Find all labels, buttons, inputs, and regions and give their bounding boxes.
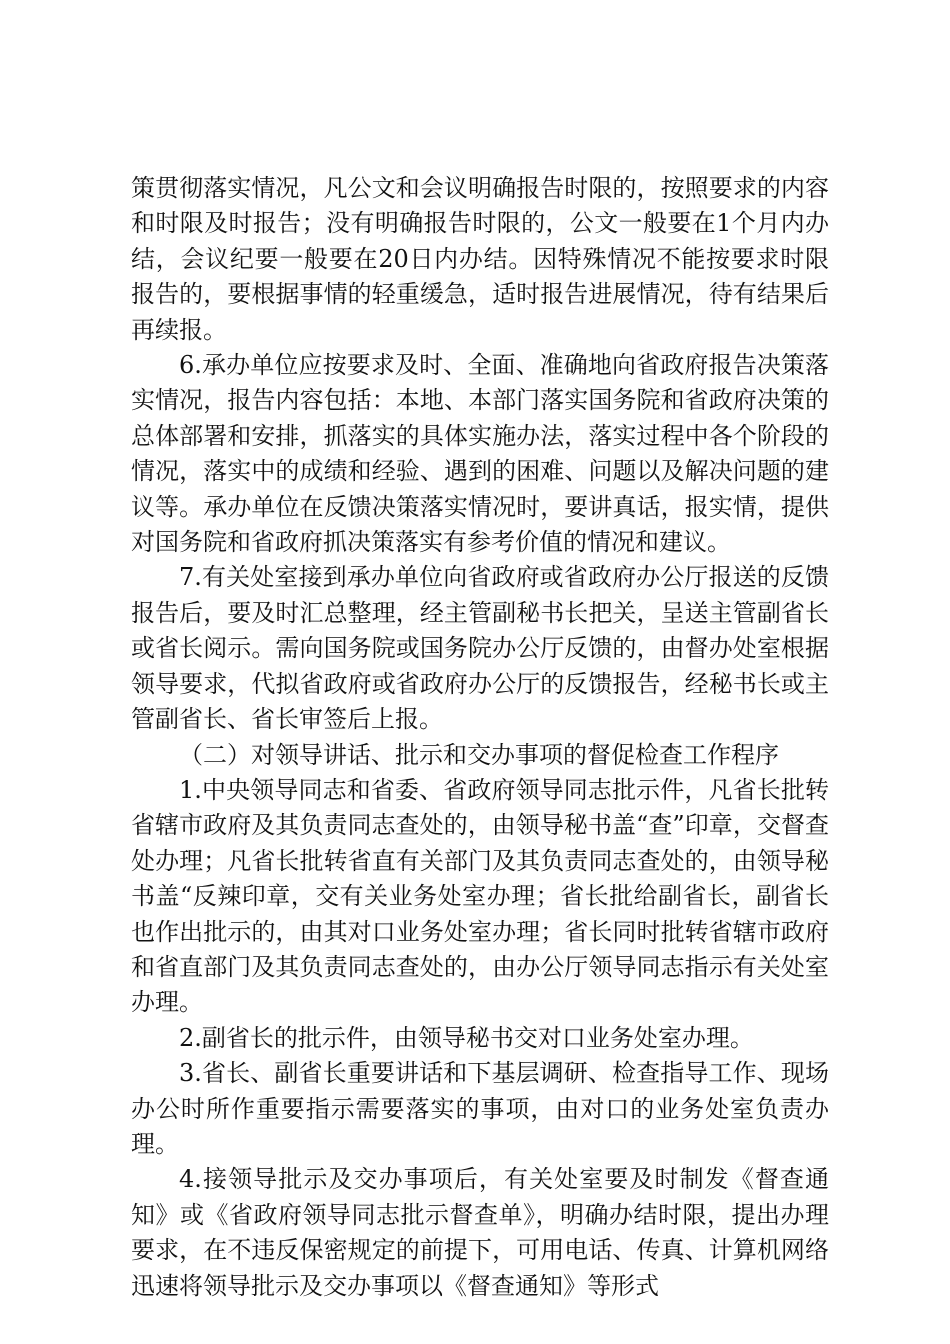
- paragraph-item-3: 3.省长、副省长重要讲话和下基层调研、检查指导工作、现场办公时所作重要指示需要落实的事项，由对口的业务处室负责办理。: [131, 1059, 829, 1158]
- paragraph-item-1: 1.中央领导同志和省委、省政府领导同志批示件，凡省长批转省辖市政府及其负责同志查处的，由领导秘书盖“查”印章，交督查处办理；凡省长批转省直有关部门及其负责同志查处的，由领导秘书盖“反辣印章，交有关业务处室办理；省长批给副省长，副省长也作出批示的，由其对口业务处室办理；省长同时批转省辖市政府和省直部门及其负责同志查处的，由办公厅领导同志指示有关处室办理。: [131, 775, 829, 1017]
- paragraph-item-6: 6.承办单位应按要求及时、全面、准确地向省政府报告决策落实情况，报告内容包括：本地、本部门落实国务院和省政府决策的总体部署和安排，抓落实的具体实施办法，落实过程中各个阶段的情况，落实中的成绩和经验、遇到的困难、问题以及解决问题的建议等。承办单位在反馈决策落实情况时，要讲真话，报实情，提供对国务院和省政府抓决策落实有参考价值的情况和建议。: [131, 351, 829, 557]
- paragraph-item-4: 4.接领导批示及交办事项后，有关处室要及时制发《督查通知》或《省政府领导同志批示督查单》，明确办结时限，提出办理要求，在不违反保密规定的前提下，可用电话、传真、计算机网络迅速将领导批示及交办事项以《督查通知》等形式: [131, 1165, 829, 1300]
- document-body: [131, 171, 829, 1304]
- paragraph-item-7: 7.有关处室接到承办单位向省政府或省政府办公厅报送的反馈报告后，要及时汇总整理，经主管副秘书长把关，呈送主管副省长或省长阅示。需向国务院或国务院办公厅反馈的，由督办处室根据领导要求，代拟省政府或省政府办公厅的反馈报告，经秘书长或主管副省长、省长审签后上报。: [131, 563, 829, 734]
- paragraph-continuation: 策贯彻落实情况，凡公文和会议明确报告时限的，按照要求的内容和时限及时报告；没有明确报告时限的，公文一般要在1个月内办结，会议纪要一般要在20日内办结。因特殊情况不能按要求时限报告的，要根据事情的轻重缓急，适时报告进展情况，待有结果后再续报。: [131, 174, 829, 344]
- paragraph-item-2: 2.副省长的批示件，由领导秘书交对口业务处室办理。: [179, 1023, 754, 1052]
- section-heading-2: （二）对领导讲话、批示和交办事项的督促检查工作程序: [179, 740, 779, 769]
